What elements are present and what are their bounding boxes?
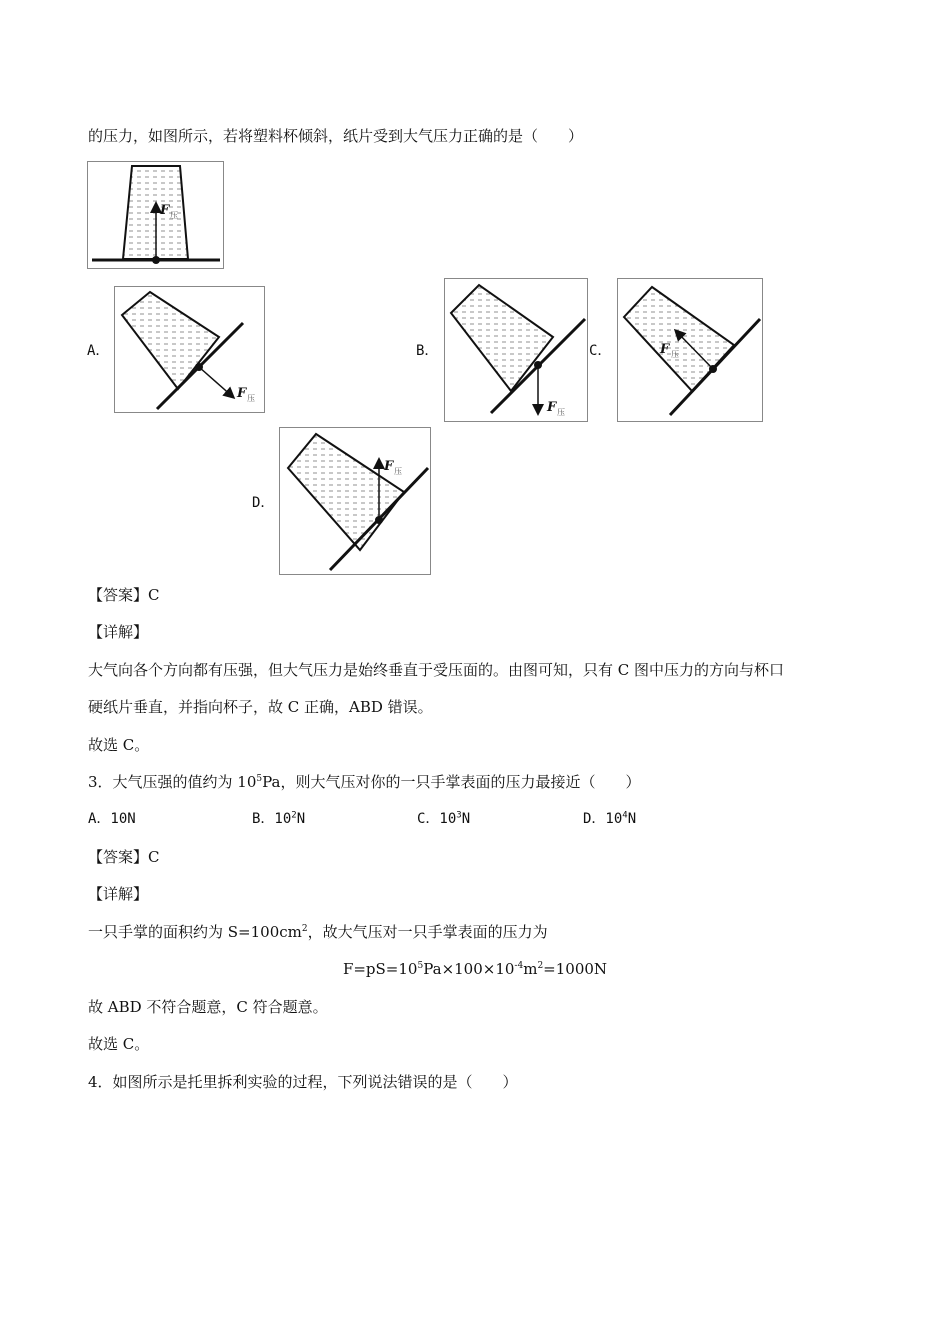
svg-text:F: F xyxy=(660,342,670,357)
option-b-label[interactable]: B． xyxy=(416,343,439,359)
answer-label: 【答案】C xyxy=(88,848,160,866)
svg-text:F: F xyxy=(237,386,247,401)
svg-text:压: 压 xyxy=(247,394,255,403)
question-stem: 3．大气压强的值约为 $10^5Pa$，则大气压对你的一只手掌表面的压力最接近（ ） xyxy=(88,773,641,791)
option-a-figure[interactable] xyxy=(114,286,265,413)
option-a-label[interactable]: A． xyxy=(87,343,110,359)
answer-label: 【答案】C xyxy=(88,586,160,604)
option-d-figure[interactable] xyxy=(279,427,431,575)
svg-text:F: F xyxy=(547,400,557,415)
option-b[interactable]: B．$10^2N$ xyxy=(252,810,306,827)
question-stem: 4．如图所示是托里拆利实验的过程，下列说法错误的是（ ） xyxy=(88,1073,518,1091)
option-d[interactable]: D．$10^4N$ xyxy=(583,810,637,827)
formula: $F=pS=10^5Pa\times 100\times 10^{-4}m^2=1000N$ xyxy=(342,960,608,978)
force-label: F xyxy=(160,203,170,218)
option-c-figure[interactable] xyxy=(617,278,763,422)
conclusion: 故选 C。 xyxy=(88,1035,150,1053)
option-c[interactable]: C．$10^3N$ xyxy=(417,810,471,827)
svg-text:压: 压 xyxy=(394,467,402,476)
option-c-label[interactable]: C． xyxy=(589,343,612,359)
detail-heading: 【详解】 xyxy=(88,885,149,903)
option-b-figure[interactable] xyxy=(444,278,588,422)
conclusion: 故选 C。 xyxy=(88,736,150,754)
detail-text: 故 ABD 不符合题意，C 符合题意。 xyxy=(88,998,328,1016)
svg-text:F: F xyxy=(384,459,394,474)
svg-text:压: 压 xyxy=(557,408,565,417)
detail-text: 大气向各个方向都有压强，但大气压力是始终垂直于受压面的。由图可知，只有 C 图中压力的方向与杯口 xyxy=(88,661,785,679)
cup-upright-figure xyxy=(87,161,224,269)
question-stem: 的压力，如图所示，若将塑料杯倾斜，纸片受到大气压力正确的是（ ） xyxy=(88,127,584,145)
svg-text:压: 压 xyxy=(170,211,178,220)
detail-heading: 【详解】 xyxy=(88,623,149,641)
detail-text: 硬纸片垂直，并指向杯子，故 C 正确，ABD 错误。 xyxy=(88,698,433,716)
svg-text:压: 压 xyxy=(671,350,679,359)
option-d-label[interactable]: D． xyxy=(252,495,275,511)
detail-text: 一只手掌的面积约为 $S=100cm^2$，故大气压对一只手掌表面的压力为 xyxy=(88,923,548,941)
option-a[interactable]: A．10N xyxy=(88,811,136,827)
